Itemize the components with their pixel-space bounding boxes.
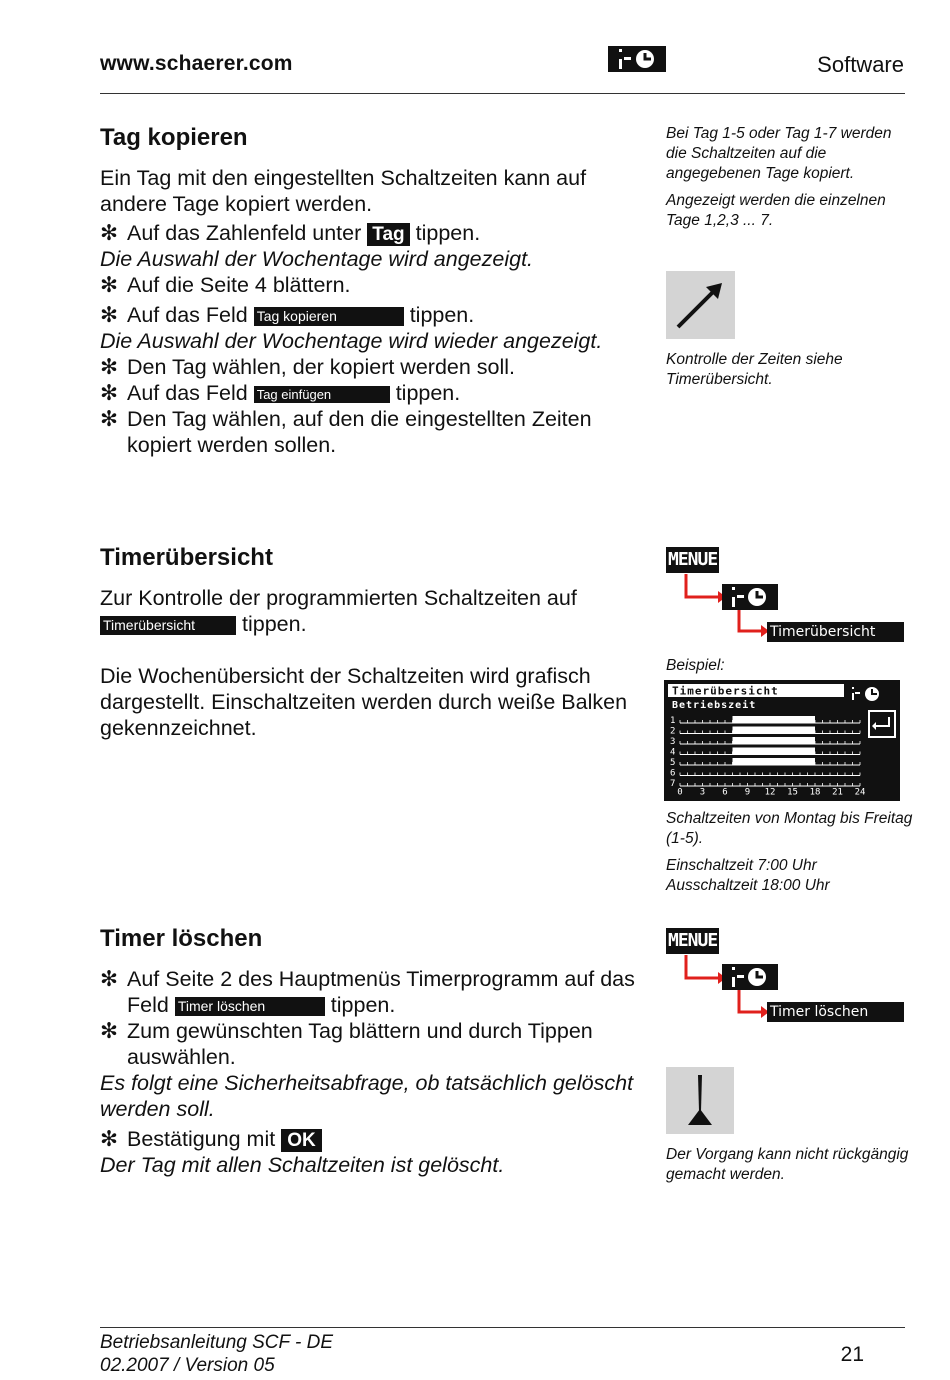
text-line: gekennzeichnet. xyxy=(100,716,257,740)
list-item: ✻ Auf das Feld Tag einfügen tippen. xyxy=(100,381,461,405)
section-title-timeruebersicht: Timerübersicht xyxy=(100,544,273,571)
text-line: andere Tage kopiert werden. xyxy=(100,192,373,216)
lcd-title: Timerübersicht xyxy=(672,684,779,698)
tag-einfuegen-button[interactable]: Tag einfügen xyxy=(254,386,390,403)
ok-button[interactable]: OK xyxy=(281,1129,322,1152)
header-section-label: Software xyxy=(817,52,904,77)
lcd-hour-label: 24 xyxy=(854,787,866,798)
lcd-day-label: 1 xyxy=(670,716,676,726)
timeruebersicht-button[interactable]: Timerübersicht xyxy=(100,616,236,635)
timeruebersicht-body xyxy=(100,585,640,741)
list-item: ✻ Den Tag wählen, der kopiert werden soll. xyxy=(100,355,516,379)
lcd-hour-label: 0 xyxy=(677,787,683,798)
lcd-on-bar xyxy=(733,748,816,755)
page-number: 21 xyxy=(840,1343,864,1366)
text-line: dargestellt. Einschaltzeiten werden durch weiße Balken xyxy=(100,690,628,714)
section-title-timer-loeschen: Timer löschen xyxy=(100,925,263,952)
note-line: Der Tag mit allen Schaltzeiten ist gelöscht. xyxy=(100,1153,505,1177)
side-note-text: Der Vorgang kann nicht rückgängig gemacht werden. xyxy=(666,1146,909,1183)
note-line: Es folgt eine Sicherheitsabfrage, ob tatsächlich gelöscht xyxy=(100,1071,634,1095)
bullet-asterisk-icon: ✻ xyxy=(100,273,119,297)
bullet-asterisk-icon: ✻ xyxy=(100,381,119,405)
side-note-control xyxy=(666,350,916,397)
side-note-text: Schaltzeiten von Montag bis Freitag (1-5). xyxy=(666,810,913,847)
lcd-on-bar xyxy=(733,758,816,765)
list-item: ✻ Auf das Zahlenfeld unter Tag tippen. xyxy=(100,221,481,245)
timer-clock-icon xyxy=(608,46,666,72)
header-website: www.schaerer.com xyxy=(100,52,293,75)
timer-chart xyxy=(666,682,898,799)
warning-exclamation-icon xyxy=(666,1067,734,1134)
side-note-text: Ausschaltzeit 18:00 Uhr xyxy=(666,877,830,894)
side-note-warning xyxy=(666,1145,916,1192)
text-line: auswählen. xyxy=(127,1045,236,1069)
tag-button[interactable]: Tag xyxy=(367,223,409,246)
text-line: Timerübersicht tippen. xyxy=(100,611,640,637)
menue-label: MENUE xyxy=(666,547,719,573)
text-line: Ein Tag mit den eingestellten Schaltzeiten kann auf xyxy=(100,166,587,190)
timer-loeschen-body xyxy=(100,966,640,1178)
lcd-hour-label: 6 xyxy=(722,787,728,798)
lcd-day-label: 6 xyxy=(670,768,676,779)
header-divider xyxy=(100,93,905,94)
lcd-day-label: 4 xyxy=(670,747,676,758)
side-note-text: Bei Tag 1-5 oder Tag 1-7 werden die Schaltzeiten auf die angegebenen Tage kopiert. xyxy=(666,125,892,182)
text-line: Feld Timer löschen tippen. xyxy=(127,993,396,1017)
tag-kopieren-button[interactable]: Tag kopieren xyxy=(254,307,404,326)
footer-divider xyxy=(100,1327,905,1328)
menu-path-target: Timerübersicht xyxy=(767,622,904,642)
bullet-asterisk-icon: ✻ xyxy=(100,407,119,431)
lcd-hour-label: 12 xyxy=(764,787,776,798)
menu-path-target: Timer löschen xyxy=(767,1002,904,1022)
timer-clock-icon xyxy=(722,964,778,990)
bullet-asterisk-icon: ✻ xyxy=(100,1127,119,1151)
text-line: Die Wochenübersicht der Schaltzeiten wird grafisch xyxy=(100,664,591,688)
example-label: Beispiel: xyxy=(666,657,725,674)
lcd-hour-label: 3 xyxy=(699,787,706,798)
lcd-hour-label: 18 xyxy=(809,787,821,798)
timer-clock-icon xyxy=(722,584,778,610)
list-item: ✻ Auf das Feld Tag kopieren tippen. xyxy=(100,303,475,327)
note-line: werden soll. xyxy=(100,1097,215,1121)
lcd-subtitle: Betriebszeit xyxy=(672,700,757,711)
bullet-asterisk-icon: ✻ xyxy=(100,303,119,327)
lcd-on-bar xyxy=(733,716,816,723)
side-note-text: Einschaltzeit 7:00 Uhr xyxy=(666,857,817,874)
list-item: ✻ Auf die Seite 4 blättern. xyxy=(100,273,351,297)
footer-line: 02.2007 / Version 05 xyxy=(100,1355,275,1376)
text-line: kopiert werden sollen. xyxy=(127,433,337,457)
lcd-hour-label: 15 xyxy=(787,787,798,798)
side-note-example xyxy=(666,809,916,903)
text-line: Zur Kontrolle der programmierten Schaltzeiten auf xyxy=(100,586,577,610)
lcd-day-label: 7 xyxy=(670,779,676,789)
lcd-on-bar xyxy=(733,727,816,734)
menue-label: MENUE xyxy=(666,928,719,954)
tag-kopieren-body xyxy=(100,165,640,458)
note-line: Die Auswahl der Wochentage wird angezeigt. xyxy=(100,247,534,271)
menu-path-timeruebersicht xyxy=(666,547,906,647)
list-item: ✻ Bestätigung mit OK xyxy=(100,1126,640,1152)
lcd-day-label: 2 xyxy=(670,726,676,737)
side-note-text: Angezeigt werden die einzelnen Tage 1,2,3 ... 7. xyxy=(666,192,886,229)
section-title-tag-kopieren: Tag kopieren xyxy=(100,124,248,151)
lcd-day-label: 5 xyxy=(670,758,676,768)
footer-info xyxy=(100,1331,333,1377)
lcd-hour-label: 9 xyxy=(744,787,751,798)
list-item: ✻ Den Tag wählen, auf den die eingestellten Zeiten xyxy=(100,407,592,431)
timer-overview-display xyxy=(666,682,898,799)
bullet-asterisk-icon: ✻ xyxy=(100,221,119,245)
bullet-asterisk-icon: ✻ xyxy=(100,1019,119,1043)
note-line: Die Auswahl der Wochentage wird wieder angezeigt. xyxy=(100,329,603,353)
list-item: ✻ Zum gewünschten Tag blättern und durch Tippen xyxy=(100,1019,593,1043)
timer-loeschen-button[interactable]: Timer löschen xyxy=(175,997,325,1016)
side-note-text: Kontrolle der Zeiten siehe Timerübersicht. xyxy=(666,351,843,388)
lcd-on-bar xyxy=(733,737,816,744)
lcd-hour-label: 21 xyxy=(832,787,843,798)
bullet-asterisk-icon: ✻ xyxy=(100,355,119,379)
bullet-asterisk-icon: ✻ xyxy=(100,967,119,991)
arrow-pointer-icon xyxy=(666,271,735,339)
menu-path-timer-loeschen xyxy=(666,928,906,1028)
lcd-day-label: 3 xyxy=(670,737,676,747)
list-item: ✻ Auf Seite 2 des Hauptmenüs Timerprogramm auf das xyxy=(100,967,635,991)
footer-line: Betriebsanleitung SCF - DE xyxy=(100,1332,334,1353)
side-note-copy xyxy=(666,124,916,238)
